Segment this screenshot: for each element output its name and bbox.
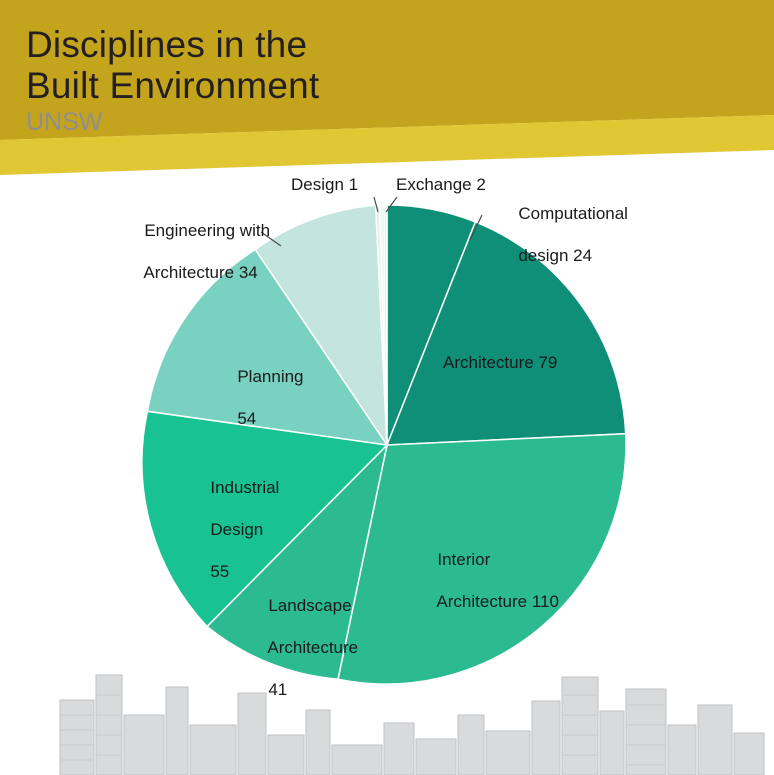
header-text-block [26, 24, 646, 136]
label-design: Design 1 [291, 175, 359, 194]
page-title-line1: Disciplines in the [26, 24, 308, 65]
label-interior-architecture: Interior Architecture 110 [436, 550, 559, 611]
page-title-line2: Built Environment [26, 65, 320, 106]
label-computational-design: Computational design 24 [518, 204, 628, 265]
label-industrial-design: Industrial Design 55 [210, 478, 280, 581]
right-edge-strip [766, 175, 774, 775]
label-exchange: Exchange 2 [396, 175, 486, 194]
label-landscape-architecture: Landscape Architecture 41 [267, 596, 359, 699]
pie-chart [0, 160, 774, 775]
page-subtitle: UNSW [26, 108, 103, 136]
label-architecture: Architecture 79 [443, 353, 558, 372]
label-engineering-with-architecture: Engineering with Architecture 34 [143, 221, 271, 282]
label-planning: Planning 54 [237, 367, 304, 428]
